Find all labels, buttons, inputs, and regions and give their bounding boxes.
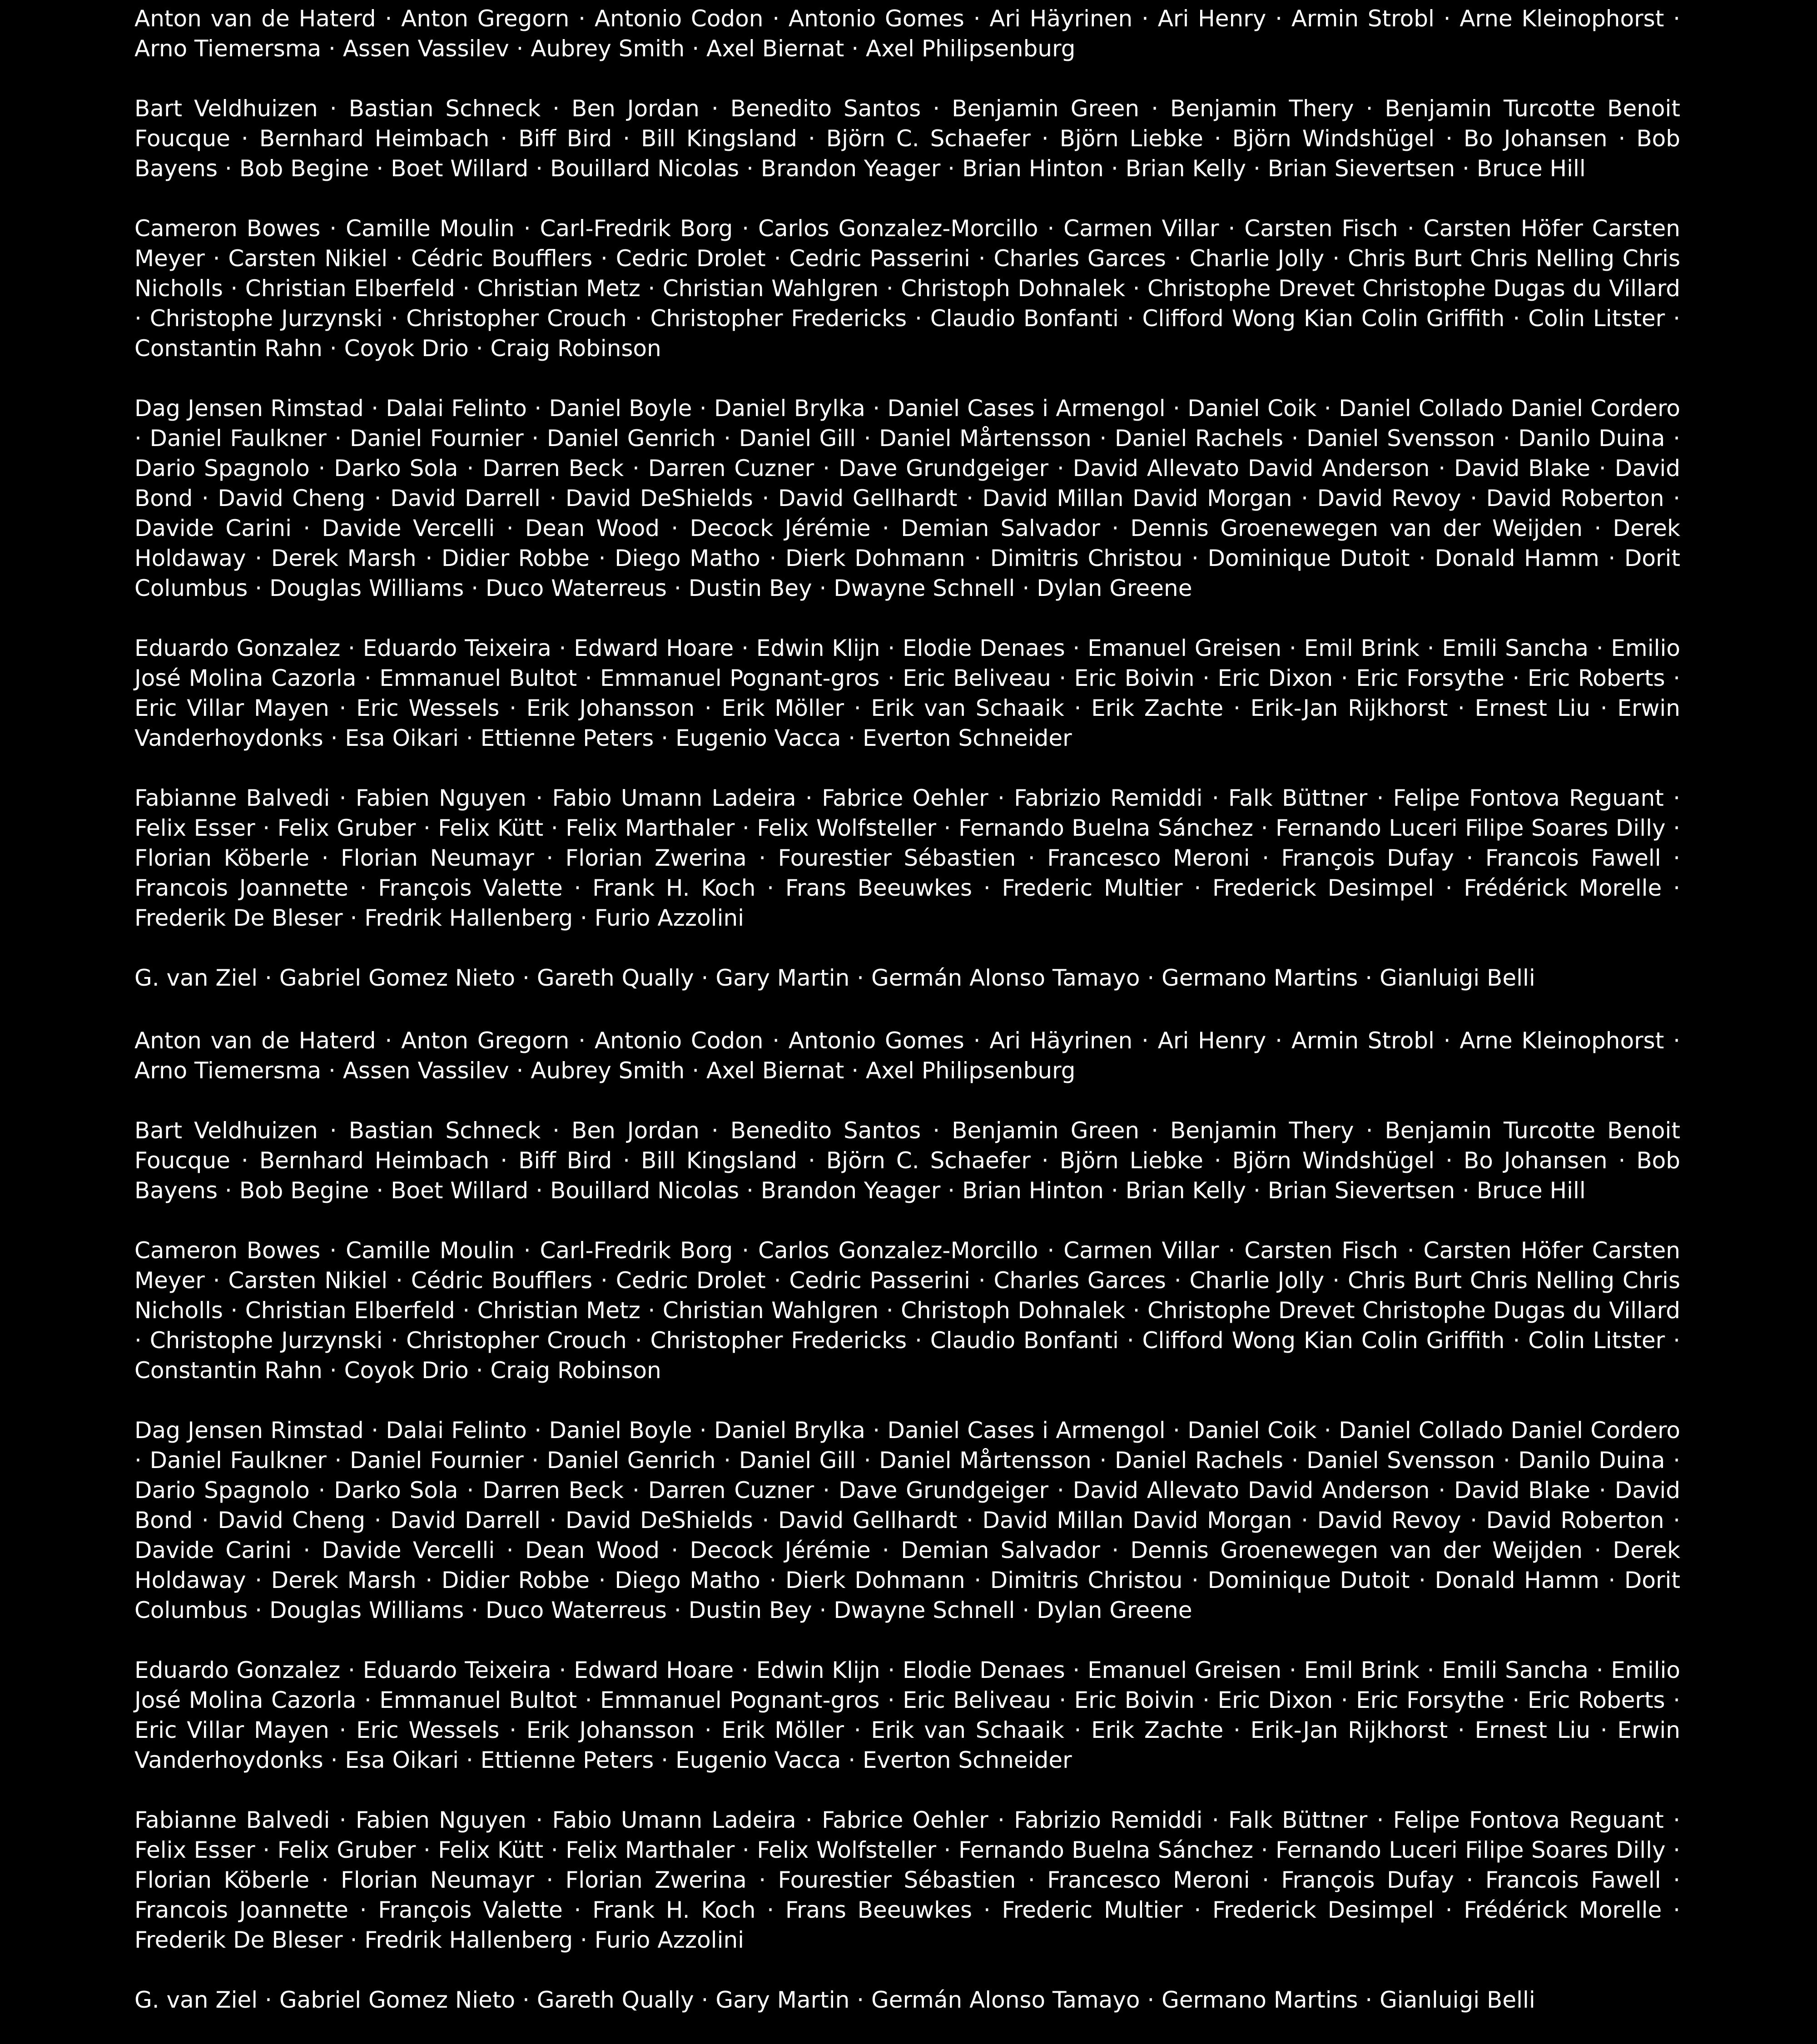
credits-viewport-bottom[interactable] [0, 1022, 1817, 2044]
credits-paragraph-a: Anton van de Haterd · Anton Gregorn · Antonio Codon · Antonio Gomes · Ari Häyrinen · Ari Henry · Armin Strobl · Arne Kleinophorst · Arno Tiemersma · Assen Vassilev · Aubrey Smith · Axel Biernat · Axel Philipsenburg [134, 1027, 1680, 1084]
credits-paragraph-d: Dag Jensen Rimstad · Dalai Felinto · Daniel Boyle · Daniel Brylka · Daniel Cases i Armengol · Daniel Coik · Daniel Collado Daniel Cordero · Daniel Faulkner · Daniel Fournier · Daniel Genrich · Daniel Gill · Daniel Mårtensson · Daniel Rachels · Daniel Svensson · Danilo Duina · Dario Spagnolo · Darko Sola · Darren Beck · Darren Cuzner · Dave Grundgeiger · David Allevato David Anderson · David Blake · David Bond · David Cheng · David Darrell · David DeShields · David Gellhardt · David Millan David Morgan · David Revoy · David Roberton · Davide Carini · Davide Vercelli · Dean Wood · Decock Jérémie · Demian Salvador · Dennis Groenewegen van der Weijden · Derek Holdaway · Derek Marsh · Didier Robbe · Diego Matho · Dierk Dohmann · Dimitris Christou · Dominique Dutoit · Donald Hamm · Dorit Columbus · Douglas Williams · Duco Waterreus · Dustin Bey · Dwayne Schnell · Dylan Greene [134, 395, 1680, 601]
credits-paragraph-b: Bart Veldhuizen · Bastian Schneck · Ben Jordan · Benedito Santos · Benjamin Green · Benjamin Thery · Benjamin Turcotte Benoit Foucque · Bernhard Heimbach · Biff Bird · Bill Kingsland · Björn C. Schaefer · Björn Liebke · Björn Windshügel · Bo Johansen · Bob Bayens · Bob Begine · Boet Willard · Bouillard Nicolas · Brandon Yeager · Brian Hinton · Brian Kelly · Brian Sievertsen · Bruce Hill [134, 1117, 1680, 1204]
credits-paragraph-b: Bart Veldhuizen · Bastian Schneck · Ben Jordan · Benedito Santos · Benjamin Green · Benjamin Thery · Benjamin Turcotte Benoit Foucque · Bernhard Heimbach · Biff Bird · Bill Kingsland · Björn C. Schaefer · Björn Liebke · Björn Windshügel · Bo Johansen · Bob Bayens · Bob Begine · Boet Willard · Bouillard Nicolas · Brandon Yeager · Brian Hinton · Brian Kelly · Brian Sievertsen · Bruce Hill [134, 95, 1680, 182]
credits-list [134, 1026, 1680, 2044]
credits-paragraph-e: Eduardo Gonzalez · Eduardo Teixeira · Edward Hoare · Edwin Klijn · Elodie Denaes · Emanuel Greisen · Emil Brink · Emili Sancha · Emilio José Molina Cazorla · Emmanuel Bultot · Emmanuel Pognant-gros · Eric Beliveau · Eric Boivin · Eric Dixon · Eric Forsythe · Eric Roberts · Eric Villar Mayen · Eric Wessels · Erik Johansson · Erik Möller · Erik van Schaaik · Erik Zachte · Erik-Jan Rijkhorst · Ernest Liu · Erwin Vanderhoydonks · Esa Oikari · Ettienne Peters · Eugenio Vacca · Everton Schneider [134, 1657, 1680, 1773]
credits-paragraph-f: Fabianne Balvedi · Fabien Nguyen · Fabio Umann Ladeira · Fabrice Oehler · Fabrizio Remiddi · Falk Büttner · Felipe Fontova Reguant · Felix Esser · Felix Gruber · Felix Kütt · Felix Marthaler · Felix Wolfsteller · Fernando Buelna Sánchez · Fernando Luceri Filipe Soares Dilly · Florian Köberle · Florian Neumayr · Florian Zwerina · Fourestier Sébastien · Francesco Meroni · François Dufay · Francois Fawell · Francois Joannette · François Valette · Frank H. Koch · Frans Beeuwkes · Frederic Multier · Frederick Desimpel · Frédérick Morelle · Frederik De Bleser · Fredrik Hallenberg · Furio Azzolini [134, 785, 1680, 931]
credits-paragraph-g: G. van Ziel · Gabriel Gomez Nieto · Gareth Qually · Gary Martin · Germán Alonso Tamayo · Germano Martins · Gianluigi Belli [134, 1987, 1535, 2013]
credits-paragraph-g: G. van Ziel · Gabriel Gomez Nieto · Gareth Qually · Gary Martin · Germán Alonso Tamayo · Germano Martins · Gianluigi Belli [134, 965, 1535, 991]
credits-paragraph-c: Cameron Bowes · Camille Moulin · Carl-Fredrik Borg · Carlos Gonzalez-Morcillo · Carmen Villar · Carsten Fisch · Carsten Höfer Carsten Meyer · Carsten Nikiel · Cédric Boufflers · Cedric Drolet · Cedric Passerini · Charles Garces · Charlie Jolly · Chris Burt Chris Nelling Chris Nicholls · Christian Elberfeld · Christian Metz · Christian Wahlgren · Christoph Dohnalek · Christophe Drevet Christophe Dugas du Villard · Christophe Jurzynski · Christopher Crouch · Christopher Fredericks · Claudio Bonfanti · Clifford Wong Kian Colin Griffith · Colin Litster · Constantin Rahn · Coyok Drio · Craig Robinson [134, 215, 1680, 362]
credits-paragraph-e: Eduardo Gonzalez · Eduardo Teixeira · Edward Hoare · Edwin Klijn · Elodie Denaes · Emanuel Greisen · Emil Brink · Emili Sancha · Emilio José Molina Cazorla · Emmanuel Bultot · Emmanuel Pognant-gros · Eric Beliveau · Eric Boivin · Eric Dixon · Eric Forsythe · Eric Roberts · Eric Villar Mayen · Eric Wessels · Erik Johansson · Erik Möller · Erik van Schaaik · Erik Zachte · Erik-Jan Rijkhorst · Ernest Liu · Erwin Vanderhoydonks · Esa Oikari · Ettienne Peters · Eugenio Vacca · Everton Schneider [134, 635, 1680, 751]
credits-paragraph-f: Fabianne Balvedi · Fabien Nguyen · Fabio Umann Ladeira · Fabrice Oehler · Fabrizio Remiddi · Falk Büttner · Felipe Fontova Reguant · Felix Esser · Felix Gruber · Felix Kütt · Felix Marthaler · Felix Wolfsteller · Fernando Buelna Sánchez · Fernando Luceri Filipe Soares Dilly · Florian Köberle · Florian Neumayr · Florian Zwerina · Fourestier Sébastien · Francesco Meroni · François Dufay · Francois Fawell · Francois Joannette · François Valette · Frank H. Koch · Frans Beeuwkes · Frederic Multier · Frederick Desimpel · Frédérick Morelle · Frederik De Bleser · Fredrik Hallenberg · Furio Azzolini [134, 1807, 1680, 1953]
credits-list [134, 4, 1680, 1022]
credits-paragraph-a: Anton van de Haterd · Anton Gregorn · Antonio Codon · Antonio Gomes · Ari Häyrinen · Ari Henry · Armin Strobl · Arne Kleinophorst · Arno Tiemersma · Assen Vassilev · Aubrey Smith · Axel Biernat · Axel Philipsenburg [134, 5, 1680, 62]
credits-paragraph-c: Cameron Bowes · Camille Moulin · Carl-Fredrik Borg · Carlos Gonzalez-Morcillo · Carmen Villar · Carsten Fisch · Carsten Höfer Carsten Meyer · Carsten Nikiel · Cédric Boufflers · Cedric Drolet · Cedric Passerini · Charles Garces · Charlie Jolly · Chris Burt Chris Nelling Chris Nicholls · Christian Elberfeld · Christian Metz · Christian Wahlgren · Christoph Dohnalek · Christophe Drevet Christophe Dugas du Villard · Christophe Jurzynski · Christopher Crouch · Christopher Fredericks · Claudio Bonfanti · Clifford Wong Kian Colin Griffith · Colin Litster · Constantin Rahn · Coyok Drio · Craig Robinson [134, 1237, 1680, 1384]
credits-paragraph-d: Dag Jensen Rimstad · Dalai Felinto · Daniel Boyle · Daniel Brylka · Daniel Cases i Armengol · Daniel Coik · Daniel Collado Daniel Cordero · Daniel Faulkner · Daniel Fournier · Daniel Genrich · Daniel Gill · Daniel Mårtensson · Daniel Rachels · Daniel Svensson · Danilo Duina · Dario Spagnolo · Darko Sola · Darren Beck · Darren Cuzner · Dave Grundgeiger · David Allevato David Anderson · David Blake · David Bond · David Cheng · David Darrell · David DeShields · David Gellhardt · David Millan David Morgan · David Revoy · David Roberton · Davide Carini · Davide Vercelli · Dean Wood · Decock Jérémie · Demian Salvador · Dennis Groenewegen van der Weijden · Derek Holdaway · Derek Marsh · Didier Robbe · Diego Matho · Dierk Dohmann · Dimitris Christou · Dominique Dutoit · Donald Hamm · Dorit Columbus · Douglas Williams · Duco Waterreus · Dustin Bey · Dwayne Schnell · Dylan Greene [134, 1417, 1680, 1623]
